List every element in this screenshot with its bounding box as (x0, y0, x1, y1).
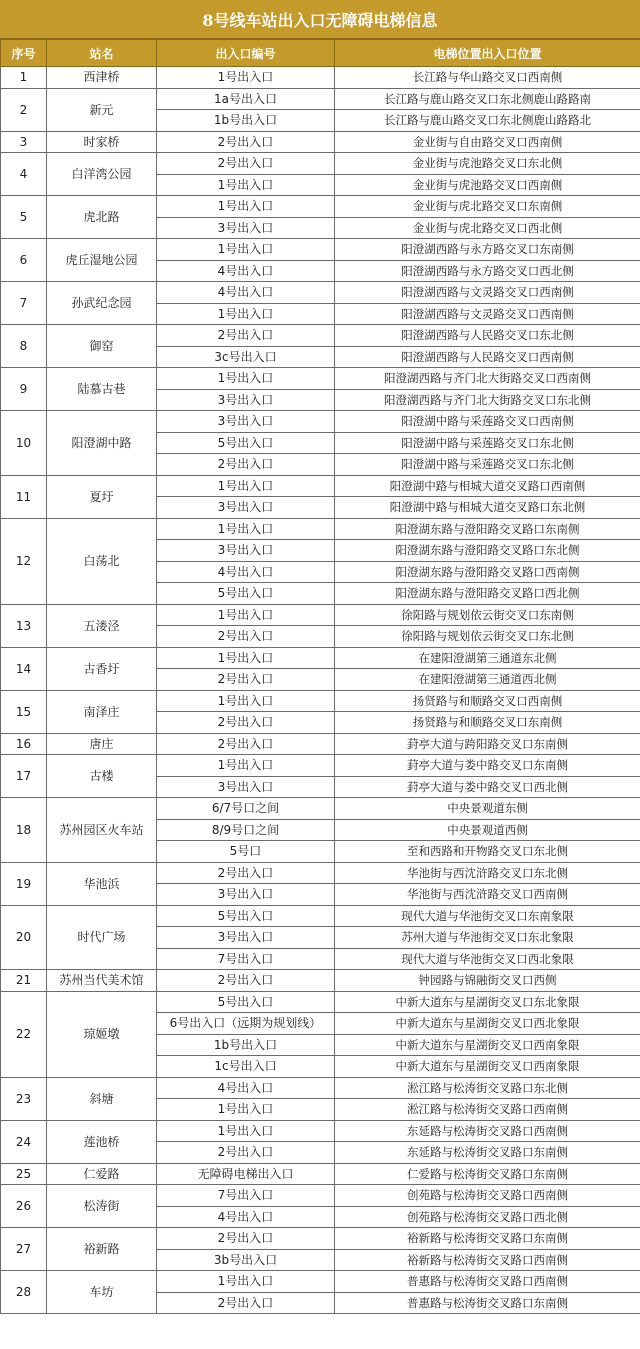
elevator-location: 阳澄湖西路与文灵路交叉口西南侧 (335, 303, 640, 325)
exit-number: 1号出入口 (157, 690, 335, 712)
elevator-location: 在建阳澄湖第三通道东北侧 (335, 647, 640, 669)
station-number: 10 (1, 411, 47, 476)
exit-number: 3号出入口 (157, 389, 335, 411)
elevator-location: 长江路与华山路交叉口西南侧 (335, 67, 640, 89)
station-name: 御窑 (47, 325, 157, 368)
exit-number: 1号出入口 (157, 755, 335, 777)
elevator-location: 葑亭大道与娄中路交叉口西北侧 (335, 776, 640, 798)
station-number: 8 (1, 325, 47, 368)
elevator-location: 中新大道东与星湖街交叉口西北象限 (335, 1013, 640, 1035)
elevator-location: 中新大道东与星湖街交叉口西南象限 (335, 1034, 640, 1056)
exit-number: 1号出入口 (157, 1099, 335, 1121)
exit-number: 4号出入口 (157, 561, 335, 583)
station-name: 白洋湾公园 (47, 153, 157, 196)
elevator-location: 阳澄湖西路与人民路交叉口西南侧 (335, 346, 640, 368)
exit-number: 2号出入口 (157, 1292, 335, 1314)
elevator-location: 东延路与松涛街交叉路口西南侧 (335, 1120, 640, 1142)
station-number: 17 (1, 755, 47, 798)
station-name: 南泽庄 (47, 690, 157, 733)
table-row (1, 905, 640, 927)
exit-number: 1号出入口 (157, 1120, 335, 1142)
elevator-location: 金业街与虎北路交叉口东南侧 (335, 196, 640, 218)
elevator-location: 苏州大道与华池街交叉口东北象限 (335, 927, 640, 949)
exit-number: 2号出入口 (157, 1142, 335, 1164)
elevator-location: 长江路与鹿山路交叉口东北侧鹿山路路南 (335, 88, 640, 110)
station-number: 24 (1, 1120, 47, 1163)
station-number: 7 (1, 282, 47, 325)
exit-number: 1b号出入口 (157, 110, 335, 132)
elevator-location: 扬贤路与和顺路交叉口西南侧 (335, 690, 640, 712)
elevator-location: 裕新路与松涛街交叉路口西南侧 (335, 1249, 640, 1271)
exit-number: 3号出入口 (157, 411, 335, 433)
exit-number: 1号出入口 (157, 67, 335, 89)
table-row (1, 1271, 640, 1293)
station-name: 苏州当代美术馆 (47, 970, 157, 992)
table-row (1, 196, 640, 218)
station-number: 13 (1, 604, 47, 647)
station-number: 28 (1, 1271, 47, 1314)
elevator-location: 徐阳路与规划依云街交叉口东北侧 (335, 626, 640, 648)
header-no: 序号 (1, 40, 47, 67)
table-row (1, 131, 640, 153)
station-number: 15 (1, 690, 47, 733)
elevator-location: 东延路与松涛街交叉路口东南侧 (335, 1142, 640, 1164)
table-row (1, 798, 640, 820)
table-row (1, 88, 640, 110)
station-number: 4 (1, 153, 47, 196)
elevator-location: 金业街与虎池路交叉口东北侧 (335, 153, 640, 175)
table-row (1, 282, 640, 304)
elevator-location: 阳澄湖东路与澄阳路交叉路口东北侧 (335, 540, 640, 562)
exit-number: 1号出入口 (157, 303, 335, 325)
exit-number: 2号出入口 (157, 1228, 335, 1250)
station-name: 夏圩 (47, 475, 157, 518)
exit-number: 1a号出入口 (157, 88, 335, 110)
station-name: 时家桥 (47, 131, 157, 153)
station-name: 时代广场 (47, 905, 157, 970)
exit-number: 3号出入口 (157, 927, 335, 949)
elevator-location: 淞江路与松涛街交叉路口东北侧 (335, 1077, 640, 1099)
station-number: 1 (1, 67, 47, 89)
station-name: 斜塘 (47, 1077, 157, 1120)
exit-number: 2号出入口 (157, 131, 335, 153)
table-row (1, 690, 640, 712)
station-name: 陆慕古巷 (47, 368, 157, 411)
header-location: 电梯位置出入口位置 (335, 40, 640, 67)
exit-number: 无障碍电梯出入口 (157, 1163, 335, 1185)
elevator-location: 普惠路与松涛街交叉路口西南侧 (335, 1271, 640, 1293)
table-row (1, 411, 640, 433)
station-name: 五溇泾 (47, 604, 157, 647)
table-row (1, 647, 640, 669)
station-number: 25 (1, 1163, 47, 1185)
station-number: 20 (1, 905, 47, 970)
table-row (1, 518, 640, 540)
exit-number: 2号出入口 (157, 733, 335, 755)
elevator-location: 现代大道与华池街交叉口东南象限 (335, 905, 640, 927)
table-header (1, 40, 640, 67)
station-number: 22 (1, 991, 47, 1077)
elevator-location: 金业街与虎池路交叉口西南侧 (335, 174, 640, 196)
exit-number: 2号出入口 (157, 325, 335, 347)
exit-number: 7号出入口 (157, 948, 335, 970)
elevator-location: 阳澄湖中路与相城大道交叉路口西南侧 (335, 475, 640, 497)
station-number: 3 (1, 131, 47, 153)
elevator-location: 阳澄湖西路与文灵路交叉口西南侧 (335, 282, 640, 304)
station-name: 虎丘湿地公园 (47, 239, 157, 282)
exit-number: 5号出入口 (157, 991, 335, 1013)
elevator-location: 阳澄湖中路与采莲路交叉口西南侧 (335, 411, 640, 433)
header-row (1, 40, 640, 67)
station-number: 19 (1, 862, 47, 905)
exit-number: 2号出入口 (157, 712, 335, 734)
station-name: 唐庄 (47, 733, 157, 755)
exit-number: 4号出入口 (157, 260, 335, 282)
elevator-location: 金业街与虎北路交叉口西北侧 (335, 217, 640, 239)
exit-number: 6号出入口（远期为规划线） (157, 1013, 335, 1035)
elevator-location: 阳澄湖东路与澄阳路交叉路口西北侧 (335, 583, 640, 605)
exit-number: 3c号出入口 (157, 346, 335, 368)
exit-number: 2号出入口 (157, 153, 335, 175)
station-name: 虎北路 (47, 196, 157, 239)
header-station: 站名 (47, 40, 157, 67)
station-number: 21 (1, 970, 47, 992)
exit-number: 5号口 (157, 841, 335, 863)
elevator-location: 阳澄湖西路与人民路交叉口东北侧 (335, 325, 640, 347)
elevator-location: 长江路与鹿山路交叉口东北侧鹿山路路北 (335, 110, 640, 132)
exit-number: 2号出入口 (157, 862, 335, 884)
station-name: 古楼 (47, 755, 157, 798)
station-number: 9 (1, 368, 47, 411)
elevator-location: 阳澄湖东路与澄阳路交叉路口西南侧 (335, 561, 640, 583)
elevator-location: 阳澄湖西路与永方路交叉口西北侧 (335, 260, 640, 282)
elevator-location: 钟园路与锦融街交叉口西侧 (335, 970, 640, 992)
exit-number: 2号出入口 (157, 970, 335, 992)
elevator-location: 阳澄湖西路与永方路交叉口东南侧 (335, 239, 640, 261)
station-name: 琼姬墩 (47, 991, 157, 1077)
exit-number: 1号出入口 (157, 604, 335, 626)
exit-number: 2号出入口 (157, 669, 335, 691)
exit-number: 1号出入口 (157, 174, 335, 196)
exit-number: 3号出入口 (157, 217, 335, 239)
elevator-location: 金业街与自由路交叉口西南侧 (335, 131, 640, 153)
elevator-location: 现代大道与华池街交叉口西北象限 (335, 948, 640, 970)
table-row (1, 604, 640, 626)
station-number: 2 (1, 88, 47, 131)
exit-number: 1号出入口 (157, 647, 335, 669)
elevator-location: 淞江路与松涛街交叉路口西南侧 (335, 1099, 640, 1121)
table-row (1, 862, 640, 884)
elevator-location: 葑亭大道与跨阳路交叉口东南侧 (335, 733, 640, 755)
elevator-location: 普惠路与松涛街交叉路口东南侧 (335, 1292, 640, 1314)
elevator-location: 扬贤路与和顺路交叉口东南侧 (335, 712, 640, 734)
station-number: 26 (1, 1185, 47, 1228)
exit-number: 5号出入口 (157, 905, 335, 927)
station-number: 14 (1, 647, 47, 690)
station-name: 白荡北 (47, 518, 157, 604)
elevator-location: 裕新路与松涛街交叉路口东南侧 (335, 1228, 640, 1250)
station-name: 车坊 (47, 1271, 157, 1314)
elevator-location: 阳澄湖西路与齐门北大街路交叉口东北侧 (335, 389, 640, 411)
exit-number: 1号出入口 (157, 368, 335, 390)
elevator-location: 阳澄湖中路与相城大道交叉路口东北侧 (335, 497, 640, 519)
table-row (1, 1228, 640, 1250)
elevator-location: 葑亭大道与娄中路交叉口东南侧 (335, 755, 640, 777)
exit-number: 1号出入口 (157, 196, 335, 218)
station-number: 5 (1, 196, 47, 239)
station-name: 苏州园区火车站 (47, 798, 157, 863)
station-number: 6 (1, 239, 47, 282)
exit-number: 3号出入口 (157, 540, 335, 562)
elevator-location: 华池街与西沈浒路交叉口西南侧 (335, 884, 640, 906)
elevator-location: 仁爱路与松涛街交叉路口东南侧 (335, 1163, 640, 1185)
exit-number: 1号出入口 (157, 1271, 335, 1293)
elevator-location: 阳澄湖中路与采莲路交叉口东北侧 (335, 454, 640, 476)
table-row (1, 475, 640, 497)
exit-number: 2号出入口 (157, 454, 335, 476)
table-row (1, 239, 640, 261)
station-number: 16 (1, 733, 47, 755)
exit-number: 4号出入口 (157, 282, 335, 304)
exit-number: 1b号出入口 (157, 1034, 335, 1056)
table-row (1, 1120, 640, 1142)
station-number: 12 (1, 518, 47, 604)
exit-number: 5号出入口 (157, 583, 335, 605)
elevator-location: 阳澄湖西路与齐门北大街路交叉口西南侧 (335, 368, 640, 390)
table-row (1, 368, 640, 390)
station-name: 新元 (47, 88, 157, 131)
station-number: 18 (1, 798, 47, 863)
station-name: 裕新路 (47, 1228, 157, 1271)
elevator-location: 华池街与西沈浒路交叉口东北侧 (335, 862, 640, 884)
elevator-location: 徐阳路与规划依云街交叉口东南侧 (335, 604, 640, 626)
station-number: 23 (1, 1077, 47, 1120)
exit-number: 1号出入口 (157, 239, 335, 261)
exit-number: 3号出入口 (157, 497, 335, 519)
station-number: 27 (1, 1228, 47, 1271)
elevator-location: 中新大道东与星湖街交叉口东北象限 (335, 991, 640, 1013)
station-name: 古香圩 (47, 647, 157, 690)
table-row (1, 67, 640, 89)
exit-number: 3号出入口 (157, 776, 335, 798)
elevator-location: 阳澄湖东路与澄阳路交叉路口东南侧 (335, 518, 640, 540)
elevator-location: 阳澄湖中路与采莲路交叉口东北侧 (335, 432, 640, 454)
exit-number: 1号出入口 (157, 475, 335, 497)
elevator-table (0, 39, 640, 1314)
table-row (1, 1185, 640, 1207)
exit-number: 6/7号口之间 (157, 798, 335, 820)
exit-number: 8/9号口之间 (157, 819, 335, 841)
exit-number: 5号出入口 (157, 432, 335, 454)
station-name: 仁爱路 (47, 1163, 157, 1185)
elevator-location: 至和西路和开物路交叉口东北侧 (335, 841, 640, 863)
elevator-location: 中央景观道西侧 (335, 819, 640, 841)
table-body (1, 67, 640, 1314)
elevator-location: 创苑路与松涛街交叉路口西北侧 (335, 1206, 640, 1228)
station-name: 孙武纪念园 (47, 282, 157, 325)
table-row (1, 1163, 640, 1185)
exit-number: 1号出入口 (157, 518, 335, 540)
elevator-location: 在建阳澄湖第三通道西北侧 (335, 669, 640, 691)
exit-number: 3号出入口 (157, 884, 335, 906)
table-row (1, 733, 640, 755)
station-name: 西津桥 (47, 67, 157, 89)
table-row (1, 991, 640, 1013)
station-number: 11 (1, 475, 47, 518)
page-title: 8号线车站出入口无障碍电梯信息 (0, 0, 640, 39)
table-row (1, 153, 640, 175)
exit-number: 7号出入口 (157, 1185, 335, 1207)
header-exit: 出入口编号 (157, 40, 335, 67)
station-name: 阳澄湖中路 (47, 411, 157, 476)
table-row (1, 325, 640, 347)
elevator-location: 中央景观道东侧 (335, 798, 640, 820)
exit-number: 2号出入口 (157, 626, 335, 648)
elevator-location: 中新大道东与星湖街交叉口西南象限 (335, 1056, 640, 1078)
table-row (1, 1077, 640, 1099)
elevator-location: 创苑路与松涛街交叉路口西南侧 (335, 1185, 640, 1207)
exit-number: 4号出入口 (157, 1077, 335, 1099)
exit-number: 4号出入口 (157, 1206, 335, 1228)
table-row (1, 755, 640, 777)
exit-number: 1c号出入口 (157, 1056, 335, 1078)
table-row (1, 970, 640, 992)
station-name: 松涛街 (47, 1185, 157, 1228)
station-name: 华池浜 (47, 862, 157, 905)
exit-number: 3b号出入口 (157, 1249, 335, 1271)
station-name: 莲池桥 (47, 1120, 157, 1163)
